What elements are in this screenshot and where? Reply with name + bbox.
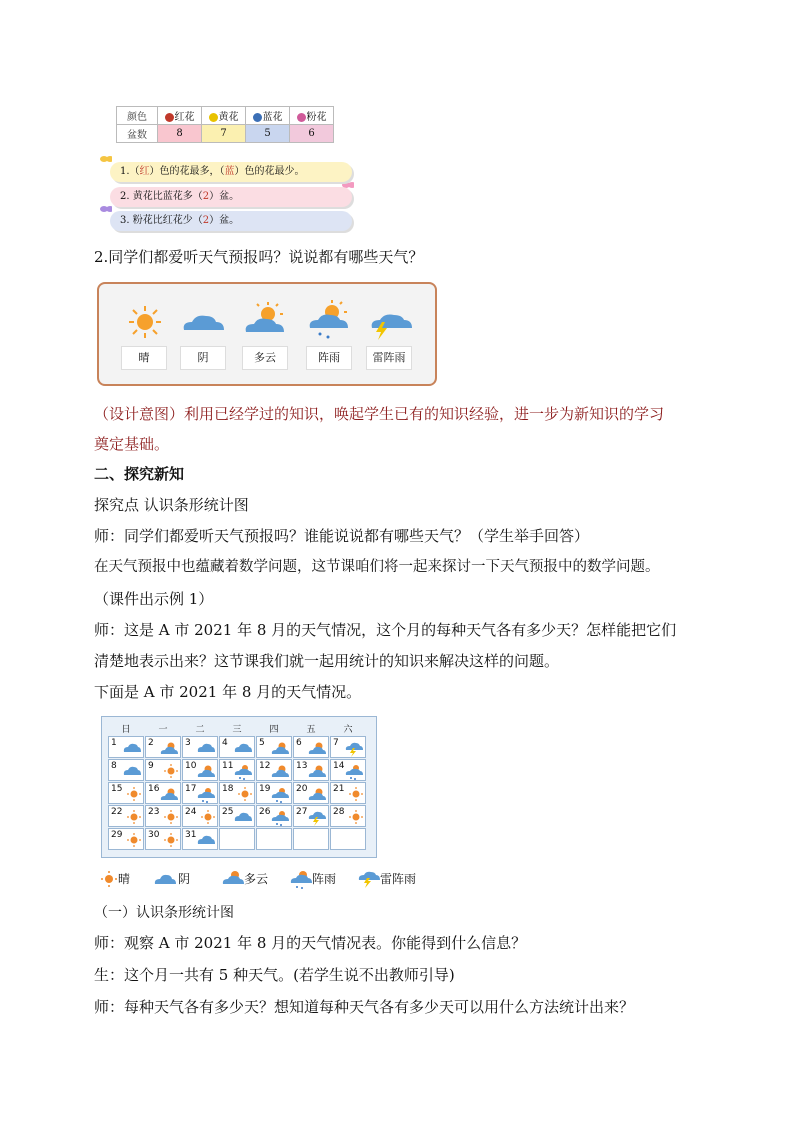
pink-flower-icon	[297, 113, 306, 122]
calendar-day	[256, 782, 292, 804]
day-number: 3	[185, 738, 191, 748]
calendar-day	[182, 828, 218, 850]
legend-thunder-icon	[358, 870, 380, 888]
thunderstorm-icon	[368, 310, 412, 340]
calendar-empty-cell	[219, 828, 255, 850]
blue-flower-icon	[253, 113, 262, 122]
flower-red: 红花	[158, 107, 202, 125]
teacher-line-4: 师：每种天气各有多少天？想知道每种天气各有多少天可以用什么方法统计出来？	[94, 998, 635, 1016]
day-number: 19	[259, 784, 271, 794]
calendar-day	[330, 759, 366, 781]
day-number: 27	[296, 807, 308, 817]
weather-label-shower: 阵雨	[306, 346, 352, 370]
legend-sun-icon	[100, 870, 118, 888]
sun-icon	[128, 305, 162, 339]
day-number: 11	[222, 761, 234, 771]
calendar-day	[145, 805, 181, 827]
calendar-day	[108, 828, 144, 850]
calendar-day	[182, 805, 218, 827]
calendar-day	[145, 782, 181, 804]
day-number: 28	[333, 807, 345, 817]
day-number: 14	[333, 761, 345, 771]
day-number: 21	[333, 784, 345, 794]
legend-cloud-icon	[154, 873, 176, 885]
day-number: 10	[185, 761, 197, 771]
legend-partly-cloudy-icon	[222, 869, 244, 885]
flower-pink: 粉花	[290, 107, 334, 125]
day-number: 1	[111, 738, 117, 748]
weather-label-cloudy: 多云	[242, 346, 288, 370]
partly-cloudy-icon	[244, 302, 288, 334]
flower-blue: 蓝花	[246, 107, 290, 125]
weekday-tue: 二	[195, 725, 205, 735]
calendar-day	[330, 782, 366, 804]
calendar-day	[256, 736, 292, 758]
day-number: 16	[148, 784, 160, 794]
count-yellow: 7	[202, 125, 246, 143]
design-intent-line-1: （设计意图）利用已经学过的知识，唤起学生已有的知识经验，进一步为新知识的学习	[94, 405, 665, 423]
calendar-day	[182, 736, 218, 758]
day-number: 9	[148, 761, 154, 771]
weather-label-thunderstorm: 雷阵雨	[366, 346, 412, 370]
weekday-sat: 六	[343, 725, 353, 735]
red-flower-icon	[165, 113, 174, 122]
calendar-day	[108, 759, 144, 781]
calendar-empty-cell	[330, 828, 366, 850]
teacher-line-1: 师：同学们都爱听天气预报吗？谁能说说都有哪些天气？（学生举手回答）	[94, 527, 590, 545]
answer-strip-2: 2. 黄花比蓝花多（2）盆。	[110, 187, 352, 207]
calendar-day	[219, 805, 255, 827]
calendar-day	[293, 759, 329, 781]
teacher-line-2a: 师：这是 A 市 2021 年 8 月的天气情况，这个月的每种天气各有多少天？怎样能把它们	[94, 621, 677, 639]
design-intent-line-2: 奠定基础。	[94, 435, 170, 453]
weekday-sun: 日	[121, 725, 131, 735]
answer-strip-3: 3. 粉花比红花少（2）盆。	[110, 211, 352, 231]
calendar-day	[219, 759, 255, 781]
calendar-day	[256, 759, 292, 781]
calendar-day	[293, 805, 329, 827]
weekday-mon: 一	[158, 725, 168, 735]
teacher-line-3: 师：观察 A 市 2021 年 8 月的天气情况表。你能得到什么信息？	[94, 934, 527, 952]
day-number: 7	[333, 738, 339, 748]
count-blue: 5	[246, 125, 290, 143]
day-number: 18	[222, 784, 234, 794]
calendar-day	[145, 759, 181, 781]
day-number: 6	[296, 738, 302, 748]
subsection-1: （一）认识条形统计图	[94, 905, 234, 921]
calendar-day	[145, 736, 181, 758]
weekday-thu: 四	[269, 725, 279, 735]
forecast-line: 在天气预报中也蕴藏着数学问题，这节课咱们将一起来探讨一下天气预报中的数学问题。	[94, 559, 660, 575]
yellow-flower-icon	[209, 113, 218, 122]
day-number: 20	[296, 784, 308, 794]
day-number: 5	[259, 738, 265, 748]
flower-table	[116, 106, 334, 143]
section-heading-2: 二、探究新知	[94, 465, 185, 483]
count-pink: 6	[290, 125, 334, 143]
day-number: 22	[111, 807, 123, 817]
calendar-day	[108, 782, 144, 804]
calendar-day	[256, 805, 292, 827]
example-note: （课件出示例 1）	[94, 590, 214, 608]
calendar-day	[330, 736, 366, 758]
calendar-day	[108, 736, 144, 758]
question-2: 2.同学们都爱听天气预报吗？说说都有哪些天气？	[94, 248, 424, 266]
calendar-day	[182, 782, 218, 804]
calendar-day	[330, 805, 366, 827]
weather-label-overcast: 阴	[180, 346, 226, 370]
calendar-empty-cell	[256, 828, 292, 850]
calendar-day	[293, 736, 329, 758]
count-red: 8	[158, 125, 202, 143]
day-number: 23	[148, 807, 160, 817]
legend-thunderstorm: 雷阵雨	[380, 872, 417, 886]
day-number: 31	[185, 830, 197, 840]
day-number: 2	[148, 738, 154, 748]
weekday-wed: 三	[232, 725, 242, 735]
day-number: 30	[148, 830, 160, 840]
day-number: 8	[111, 761, 117, 771]
butterfly-icon	[100, 154, 112, 164]
shower-icon	[308, 300, 352, 340]
day-number: 12	[259, 761, 271, 771]
calendar-day	[219, 782, 255, 804]
day-number: 4	[222, 738, 228, 748]
legend-shower-icon	[290, 869, 312, 889]
weekday-fri: 五	[306, 725, 316, 735]
teacher-line-2b: 清楚地表示出来？这节课我们就一起用统计的知识来解决这样的问题。	[94, 652, 560, 670]
calendar-day	[219, 736, 255, 758]
legend-overcast: 阴	[178, 872, 191, 886]
calendar-day	[293, 782, 329, 804]
legend-cloudy: 多云	[244, 872, 269, 886]
legend-shower: 阵雨	[312, 872, 337, 886]
answer-strip-1: 1.（红）色的花最多，（蓝）色的花最少。	[110, 162, 352, 182]
calendar-day	[182, 759, 218, 781]
row-header-color: 颜色	[117, 107, 158, 125]
day-number: 13	[296, 761, 308, 771]
calendar-grid	[108, 736, 370, 856]
calendar-intro: 下面是 A 市 2021 年 8 月的天气情况。	[94, 683, 362, 701]
cloud-icon	[180, 312, 226, 332]
calendar-day	[108, 805, 144, 827]
day-number: 29	[111, 830, 123, 840]
explore-point: 探究点 认识条形统计图	[94, 496, 249, 514]
calendar-day	[145, 828, 181, 850]
day-number: 17	[185, 784, 197, 794]
row-header-count: 盆数	[117, 125, 158, 143]
day-number: 25	[222, 807, 234, 817]
weather-label-sunny: 晴	[121, 346, 167, 370]
student-line-1: 生：这个月一共有 5 种天气。(若学生说不出教师引导)	[94, 966, 455, 984]
legend-sunny: 晴	[118, 872, 131, 886]
flower-yellow: 黄花	[202, 107, 246, 125]
calendar-empty-cell	[293, 828, 329, 850]
day-number: 26	[259, 807, 271, 817]
day-number: 15	[111, 784, 123, 794]
day-number: 24	[185, 807, 197, 817]
butterfly-icon	[100, 204, 112, 214]
